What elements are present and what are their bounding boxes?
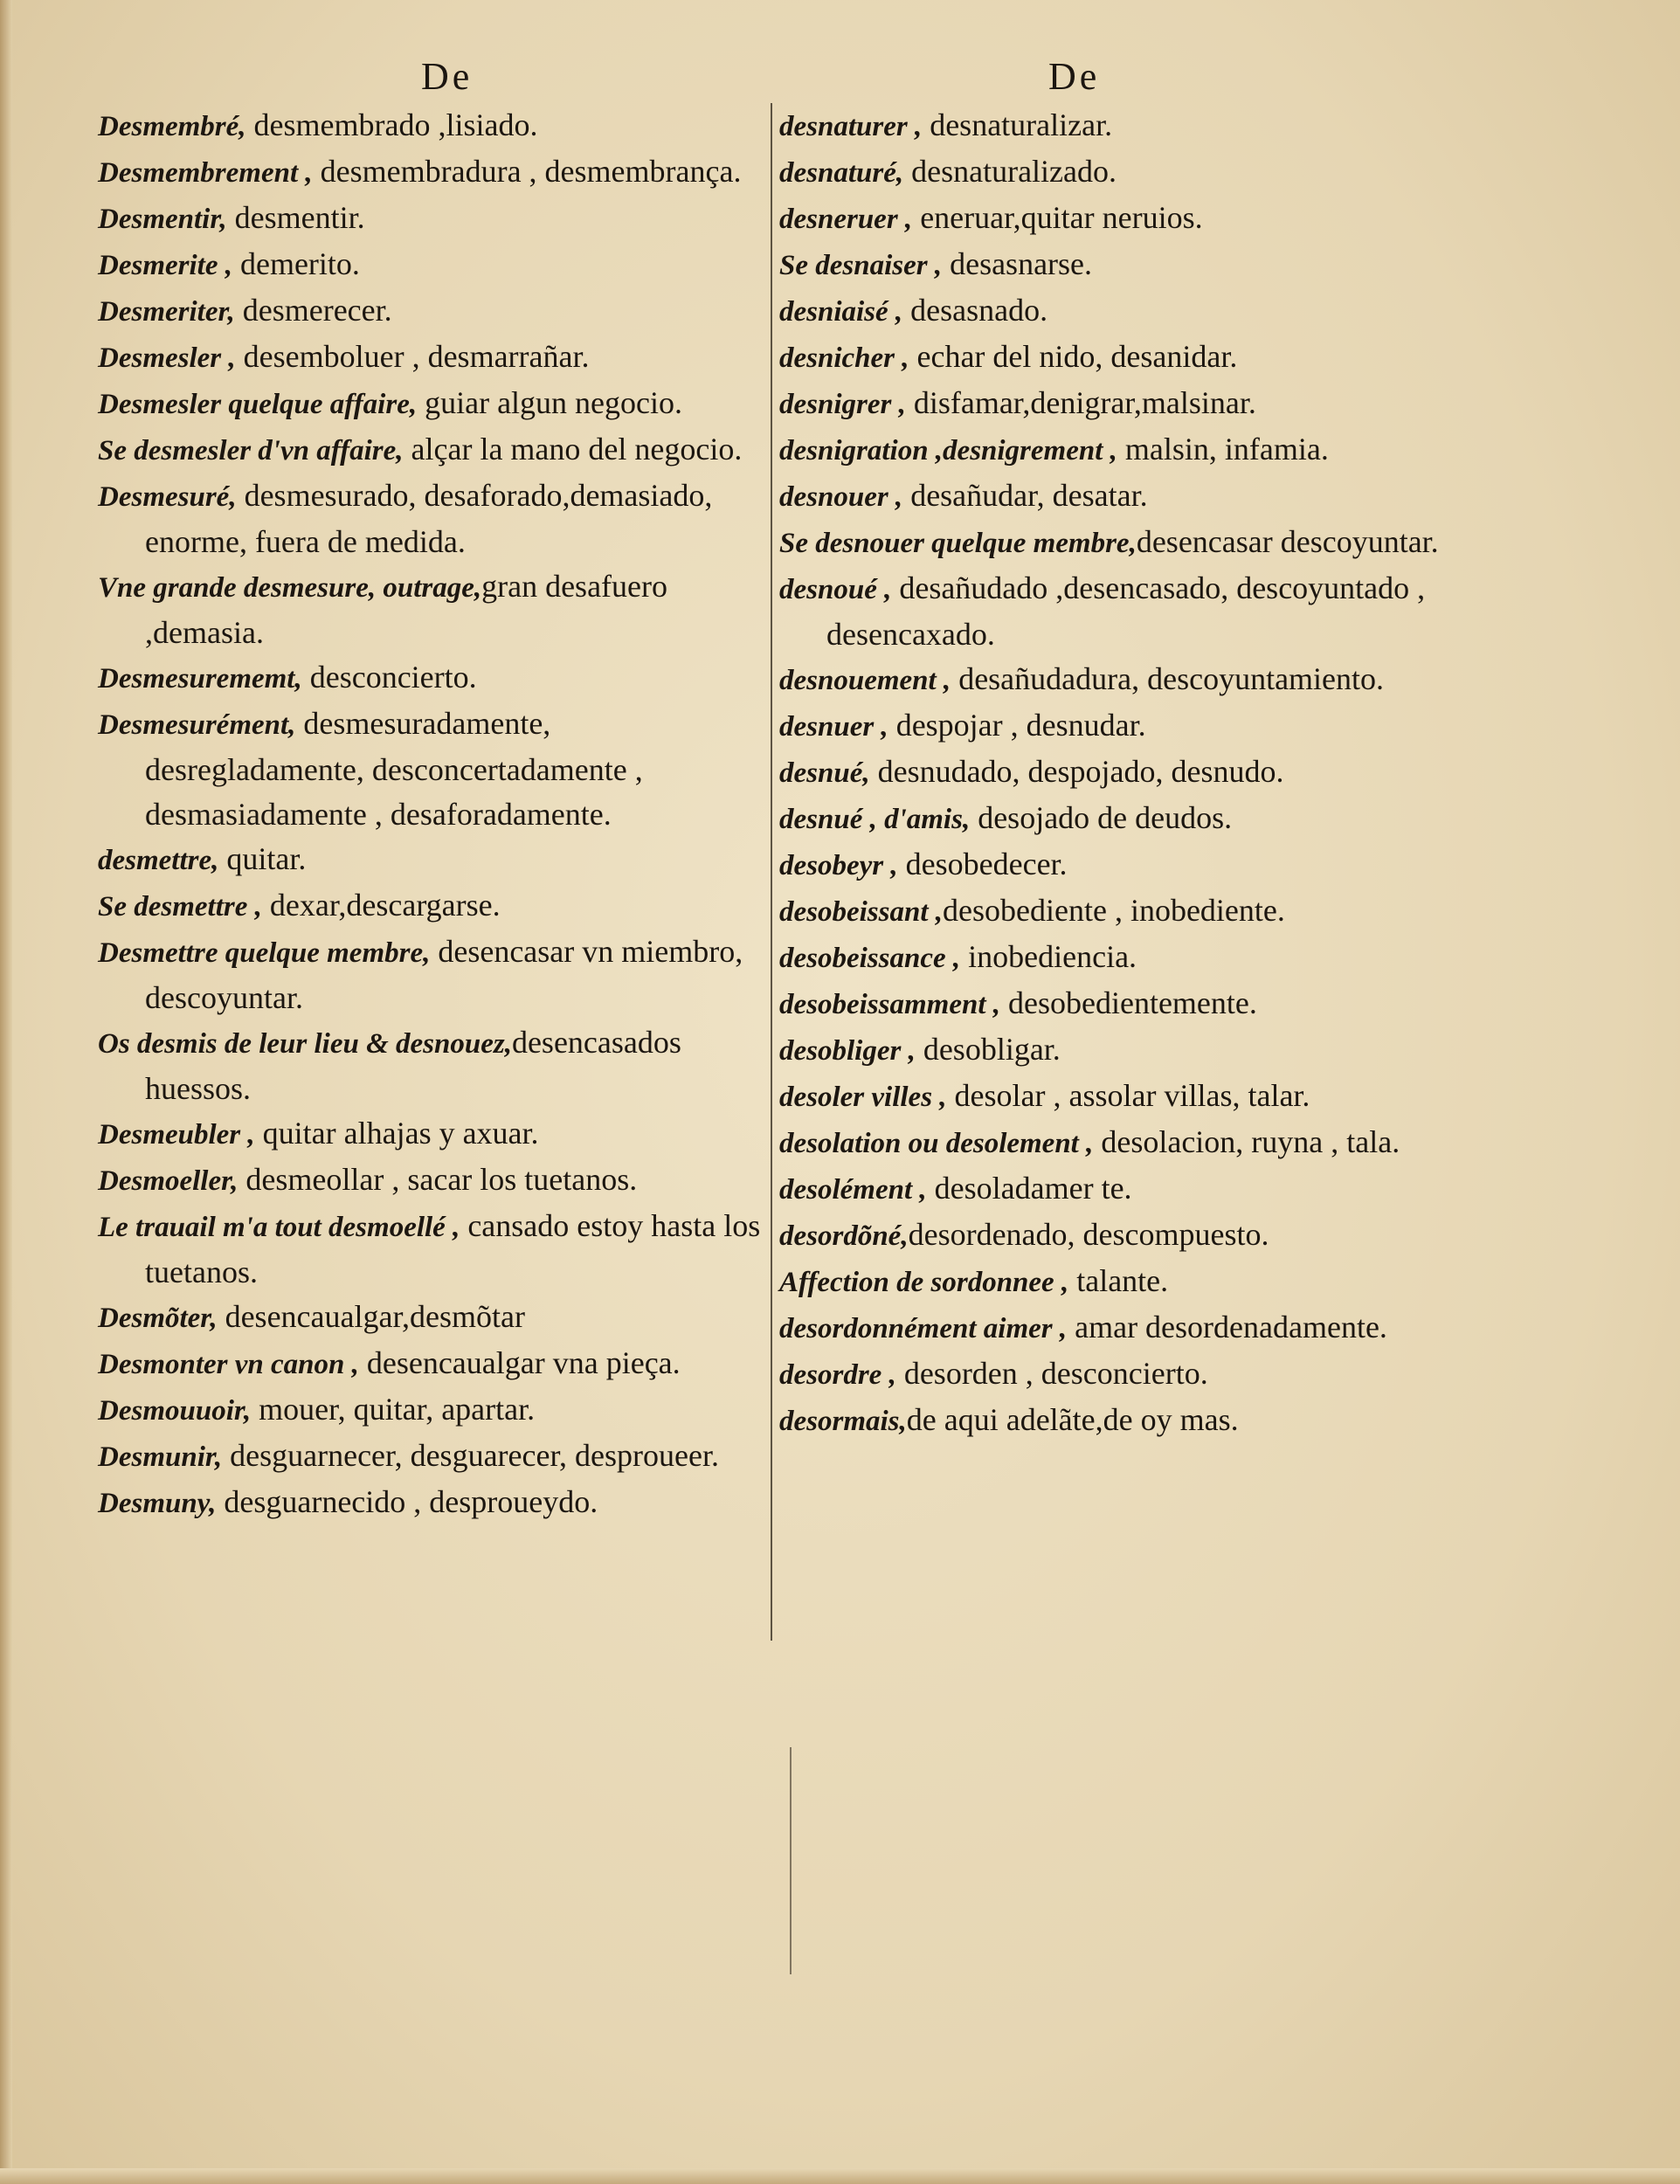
- entry-translation: desnudado, despojado, desnudo.: [869, 754, 1284, 789]
- entry-translation: dexar,descargarse.: [261, 888, 501, 923]
- entry-headword: Desmettre quelque membre,: [98, 937, 431, 969]
- entry-headword: desneruer ,: [779, 204, 913, 235]
- entry-translation: desnaturalizado.: [903, 154, 1117, 189]
- right-column: [779, 103, 1452, 1444]
- entry-translation: desobediente , inobediente.: [943, 893, 1285, 928]
- entry-headword: desnouer ,: [779, 481, 903, 513]
- page-edge-left: [0, 0, 12, 2184]
- entry-headword: desordõné,: [779, 1220, 909, 1252]
- entry-translation: desañudado ,desencasado, descoyuntado , desencaxado.: [826, 570, 1426, 652]
- dictionary-entry: [98, 1480, 771, 1526]
- entry-translation: quitar.: [218, 841, 307, 876]
- entry-translation: desobligar.: [915, 1032, 1061, 1067]
- column-rule-lower: [790, 1747, 792, 1974]
- entry-headword: desobeissamment ,: [779, 989, 1000, 1020]
- entry-headword: Desmesurément,: [98, 709, 296, 741]
- entry-headword: Se desmettre ,: [98, 891, 262, 923]
- dictionary-entry: [98, 103, 771, 149]
- dictionary-entry: [779, 1120, 1452, 1166]
- entry-headword: desnigrer ,: [779, 389, 906, 420]
- entry-translation: demerito.: [232, 246, 360, 281]
- entry-headword: desnué,: [779, 757, 870, 789]
- entry-translation: desasnarse.: [942, 246, 1093, 281]
- entry-headword: desordre ,: [779, 1359, 896, 1391]
- entry-headword: desnoué ,: [779, 574, 892, 605]
- entry-headword: desolément ,: [779, 1174, 927, 1206]
- dictionary-entry: [98, 655, 771, 702]
- entry-headword: Se desmesler d'vn affaire,: [98, 435, 404, 467]
- entry-headword: Se desnaiser ,: [779, 250, 943, 281]
- entry-translation: desencaualgar vna pieça.: [358, 1345, 681, 1380]
- dictionary-entry: [779, 520, 1452, 566]
- dictionary-entry: [98, 1020, 771, 1111]
- dictionary-entry: [779, 1166, 1452, 1213]
- entry-translation: gran desafuero ,demasia.: [145, 569, 667, 650]
- entry-headword: Desmeubler ,: [98, 1119, 255, 1151]
- entry-headword: Vne grande desmesure, outrage,: [98, 572, 482, 604]
- dictionary-entry: [779, 1027, 1452, 1074]
- dictionary-entry: [779, 288, 1452, 335]
- page-edge-bottom: [0, 2168, 1680, 2184]
- entry-translation: desmesuradamente, desregladamente, desconcertadamente , desmasiadamente , desaforadamente.: [145, 706, 643, 832]
- entry-translation: desmembrado ,lisiado.: [245, 107, 538, 142]
- dictionary-entry: [98, 381, 771, 427]
- entry-translation: malsin, infamia.: [1117, 432, 1329, 467]
- entry-translation: desguarnecer, desguarecer, desproueer.: [222, 1438, 719, 1473]
- entry-translation: desmerecer.: [234, 293, 392, 328]
- dictionary-entry: [779, 566, 1452, 657]
- dictionary-entry: [98, 930, 771, 1020]
- dictionary-entry: [779, 703, 1452, 750]
- entry-headword: desniaisé ,: [779, 296, 903, 328]
- entry-headword: Desmentir,: [98, 204, 227, 235]
- dictionary-entry: [779, 427, 1452, 473]
- dictionary-entry: [779, 1213, 1452, 1259]
- dictionary-entry: [98, 1387, 771, 1434]
- entry-headword: desormais,: [779, 1406, 907, 1437]
- entry-headword: desnouement ,: [779, 665, 951, 696]
- running-head-right: De: [1048, 55, 1101, 98]
- entry-translation: alçar la mano del negocio.: [403, 432, 743, 467]
- entry-headword: Desmoeller,: [98, 1165, 239, 1197]
- entry-translation: eneruar,quitar neruios.: [912, 200, 1203, 235]
- dictionary-entry: [779, 1351, 1452, 1398]
- dictionary-entry: [98, 1341, 771, 1387]
- entry-translation: desobedientemente.: [1000, 985, 1257, 1020]
- dictionary-entry: [779, 796, 1452, 842]
- entry-translation: desmembradura , desmembrança.: [312, 154, 742, 189]
- entry-headword: Desmesurememt,: [98, 663, 302, 695]
- entry-headword: Affection de sordonnee ,: [779, 1267, 1069, 1298]
- entry-headword: desoler villes ,: [779, 1082, 947, 1113]
- entry-translation: desolar , assolar villas, talar.: [946, 1078, 1310, 1113]
- entry-headword: desnicher ,: [779, 342, 909, 374]
- entry-headword: Desmunir,: [98, 1441, 223, 1473]
- entry-headword: desnuer ,: [779, 711, 888, 743]
- dictionary-entry: [779, 842, 1452, 888]
- entry-translation: desolacion, ruyna , tala.: [1093, 1124, 1400, 1159]
- entry-translation: desencasar vn miembro, descoyuntar.: [145, 934, 743, 1015]
- dictionary-entry: [779, 335, 1452, 381]
- entry-translation: desojado de deudos.: [970, 800, 1233, 835]
- dictionary-entry: [98, 1111, 771, 1158]
- entry-translation: echar del nido, desanidar.: [909, 339, 1238, 374]
- entry-translation: desmeollar , sacar los tuetanos.: [238, 1162, 638, 1197]
- entry-translation: inobediencia.: [960, 939, 1137, 974]
- entry-headword: Desmesler quelque affaire,: [98, 389, 418, 420]
- entry-translation: desconcierto.: [301, 660, 477, 695]
- dictionary-entry: [98, 1295, 771, 1341]
- dictionary-entry: [779, 196, 1452, 242]
- dictionary-entry: [98, 427, 771, 473]
- entry-translation: desencasar descoyuntar.: [1136, 524, 1439, 559]
- entry-headword: desnigration ,desnigrement ,: [779, 435, 1117, 467]
- dictionary-entry: [98, 196, 771, 242]
- entry-translation: de aqui adelãte,de oy mas.: [906, 1402, 1239, 1437]
- entry-headword: Le trauail m'a tout desmoellé ,: [98, 1212, 460, 1243]
- dictionary-entry: [779, 381, 1452, 427]
- entry-headword: Desmonter vn canon ,: [98, 1349, 359, 1380]
- entry-translation: desencasados huessos.: [145, 1025, 681, 1106]
- dictionary-entry: [98, 335, 771, 381]
- entry-headword: desobeyr ,: [779, 850, 898, 881]
- entry-translation: talante.: [1068, 1263, 1169, 1298]
- entry-translation: desasnado.: [902, 293, 1048, 328]
- dictionary-entry: [779, 981, 1452, 1027]
- entry-translation: desañudar, desatar.: [902, 478, 1148, 513]
- entry-headword: Desmesler ,: [98, 342, 236, 374]
- dictionary-entry: [98, 473, 771, 564]
- dictionary-entry: [98, 242, 771, 288]
- entry-headword: desmettre,: [98, 845, 219, 876]
- dictionary-entry: [779, 657, 1452, 703]
- dictionary-entry: [779, 1074, 1452, 1120]
- entry-headword: desnué , d'amis,: [779, 804, 971, 835]
- entry-translation: desorden , desconcierto.: [895, 1356, 1208, 1391]
- dictionary-entry: [98, 1158, 771, 1204]
- dictionary-entry: [779, 473, 1452, 520]
- entry-headword: desobeissant ,: [779, 896, 944, 928]
- entry-headword: Desmembrement ,: [98, 157, 313, 189]
- dictionary-entry: [779, 1398, 1452, 1444]
- entry-headword: Desmuny,: [98, 1488, 217, 1519]
- entry-translation: desemboluer , desmarrañar.: [235, 339, 590, 374]
- entry-translation: guiar algun negocio.: [417, 385, 683, 420]
- running-head-left: De: [421, 55, 474, 98]
- entry-headword: desnaturer ,: [779, 111, 923, 142]
- entry-translation: quitar alhajas y axuar.: [254, 1116, 539, 1151]
- entry-headword: Desmouuoir,: [98, 1395, 252, 1427]
- entry-headword: desolation ou desolement ,: [779, 1128, 1094, 1159]
- entry-headword: desobeissance ,: [779, 943, 961, 974]
- dictionary-entry: [98, 837, 771, 883]
- dictionary-entry: [98, 1434, 771, 1480]
- dictionary-entry: [779, 888, 1452, 935]
- entry-translation: desguarnecido , desproueydo.: [216, 1484, 598, 1519]
- entry-translation: desnaturalizar.: [922, 107, 1113, 142]
- entry-translation: desobedecer.: [897, 847, 1068, 881]
- dictionary-entry: [779, 750, 1452, 796]
- entry-translation: amar desordenadamente.: [1067, 1310, 1387, 1344]
- entry-headword: Desmerite ,: [98, 250, 232, 281]
- dictionary-entry: [98, 564, 771, 655]
- dictionary-entry: [779, 1259, 1452, 1305]
- left-column: [98, 103, 771, 1526]
- entry-headword: Desmeriter,: [98, 296, 235, 328]
- dictionary-entry: [779, 1305, 1452, 1351]
- entry-translation: mouer, quitar, apartar.: [251, 1392, 536, 1427]
- entry-translation: desmentir.: [226, 200, 365, 235]
- dictionary-entry: [98, 702, 771, 837]
- column-rule: [771, 103, 772, 1641]
- entry-headword: Se desnouer quelque membre,: [779, 528, 1137, 559]
- dictionary-entry: [779, 149, 1452, 196]
- entry-headword: desordonnément aimer ,: [779, 1313, 1068, 1344]
- dictionary-entry: [779, 103, 1452, 149]
- dictionary-entry: [779, 242, 1452, 288]
- dictionary-entry: [98, 149, 771, 196]
- dictionary-entry: [779, 935, 1452, 981]
- entry-translation: cansado estoy hasta los tuetanos.: [145, 1208, 761, 1289]
- dictionary-entry: [98, 288, 771, 335]
- entry-translation: desencaualgar,desmõtar: [217, 1299, 525, 1334]
- dictionary-entry: [98, 1204, 771, 1295]
- entry-translation: desoladamer te.: [926, 1171, 1132, 1206]
- entry-translation: desordenado, descompuesto.: [908, 1217, 1269, 1252]
- entry-headword: Desmõter,: [98, 1303, 218, 1334]
- entry-translation: desañudadura, descoyuntamiento.: [951, 661, 1385, 696]
- dictionary-entry: [98, 883, 771, 930]
- entry-translation: despojar , desnudar.: [888, 708, 1146, 743]
- entry-headword: desnaturé,: [779, 157, 904, 189]
- entry-headword: Desmembré,: [98, 111, 246, 142]
- entry-translation: disfamar,denigrar,malsinar.: [905, 385, 1256, 420]
- entry-translation: desmesurado, desaforado,demasiado, enorme, fuera de medida.: [145, 478, 713, 559]
- entry-headword: Os desmis de leur lieu & desnouez,: [98, 1028, 512, 1060]
- entry-headword: Desmesuré,: [98, 481, 237, 513]
- entry-headword: desobliger ,: [779, 1035, 916, 1067]
